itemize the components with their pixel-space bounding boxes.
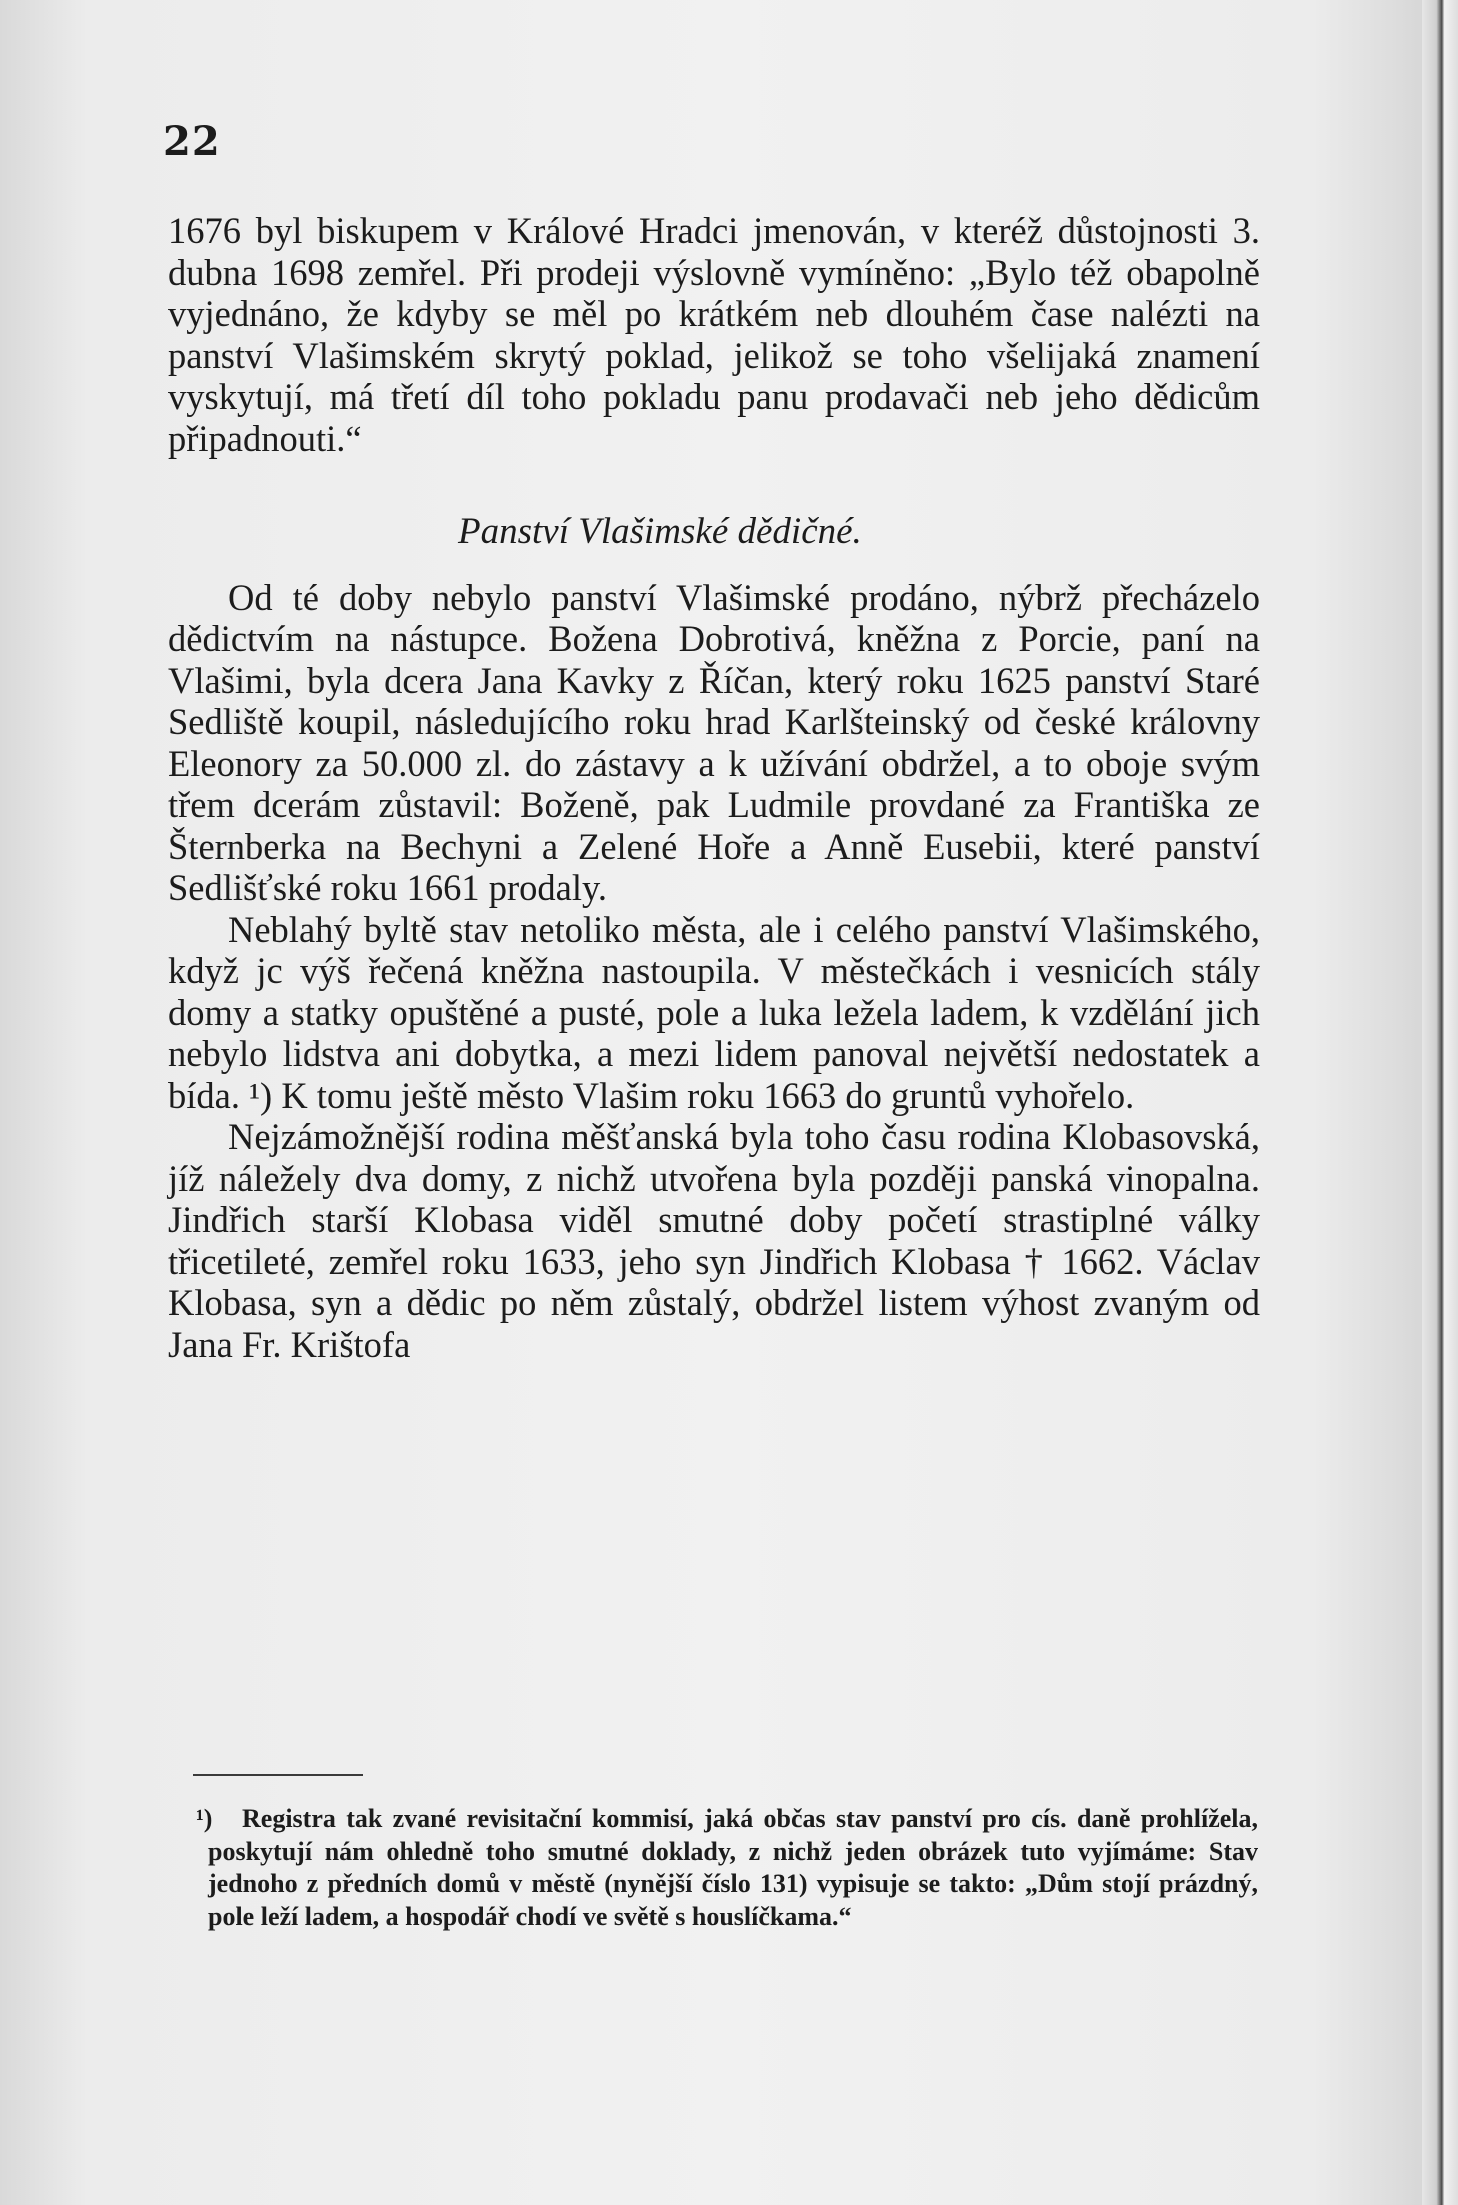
book-spine-edge [1422, 0, 1458, 2205]
paragraph-2: Od té doby nebylo panství Vlašimské prodáno, nýbrž přecházelo dědictvím na nástupce. Božena Dobrotivá, kněžna z Porcie, paní na Vlašimi, byla dcera Jana Kavky z Říčan, který roku 1625 panství Staré Sedliště koupil, následujícího roku hrad Karlšteinský od české královny Eleonory za 50.000 zl. do zástavy a k užívání obdržel, a to oboje svým třem dcerám zůstavil: Boženě, pak Ludmile provdané za Františka ze Šternberka na Bechyni a Zelené Hoře a Anně Eusebii, které panství Sedlišťské roku 1661 prodaly. [168, 576, 1260, 908]
paragraph-3: Neblahý byltě stav netoliko města, ale i celého panství Vlašimského, když jc výš řečená kněžna nastoupila. V městečkách i vesnicích stály domy a statky opuštěné a pusté, pole a luka ležela ladem, k vzdělání jich nebylo lidstva ani dobytka, a mezi lidem panoval největší nedostatek a bída. ¹) K tomu ještě město Vlašim roku 1663 do gruntů vyhořelo. [168, 908, 1260, 1116]
body-text [168, 210, 1260, 1365]
footnote-divider [193, 1774, 363, 1776]
section-heading: Panství Vlašimské dědičné. [458, 511, 862, 552]
page-number: 22 [163, 118, 221, 165]
footnote [196, 1803, 1258, 1933]
paragraph-1: 1676 byl biskupem v Králové Hradci jmenován, v kteréž důstojnosti 3. dubna 1698 zemřel. Při prodeji výslovně vymíněno: „Bylo též obapolně vyjednáno, že kdyby se měl po krátkém neb dlouhém čase nalézti na panství Vlašimském skrytý poklad, jelikož se toho všelijaká znamení vyskytují, má třetí díl toho pokladu panu prodavači neb jeho dědicům připadnouti.“ [168, 210, 1260, 459]
paragraph-4: Nejzámožnější rodina měšťanská byla toho času rodina Klobasovská, jíž náležely dva domy, z nichž utvořena byla později panská vinopalna. Jindřich starší Klobasa viděl smutné doby početí strastiplné války třicetileté, zemřel roku 1633, jeho syn Jindřich Klobasa † 1662. Václav Klobasa, syn a dědic po něm zůstalý, obdržel listem výhost zvaným od Jana Fr. Krištofa [168, 1116, 1260, 1365]
footnote-text: Registra tak zvané revisitační kommisí, jaká občas stav panství pro cís. daně prohlížela, poskytují nám ohledně toho smutné doklady, z nichž jeden obrázek tuto vyjímáme: Stav jednoho z předních domů v městě (nynější číslo 131) vypisuje se takto: „Dům stojí prázdný, pole leží ladem, a hospodář chodí ve světě s houslíčkama.“ [208, 1804, 1258, 1931]
footnote-mark: ¹) [196, 1804, 213, 1833]
